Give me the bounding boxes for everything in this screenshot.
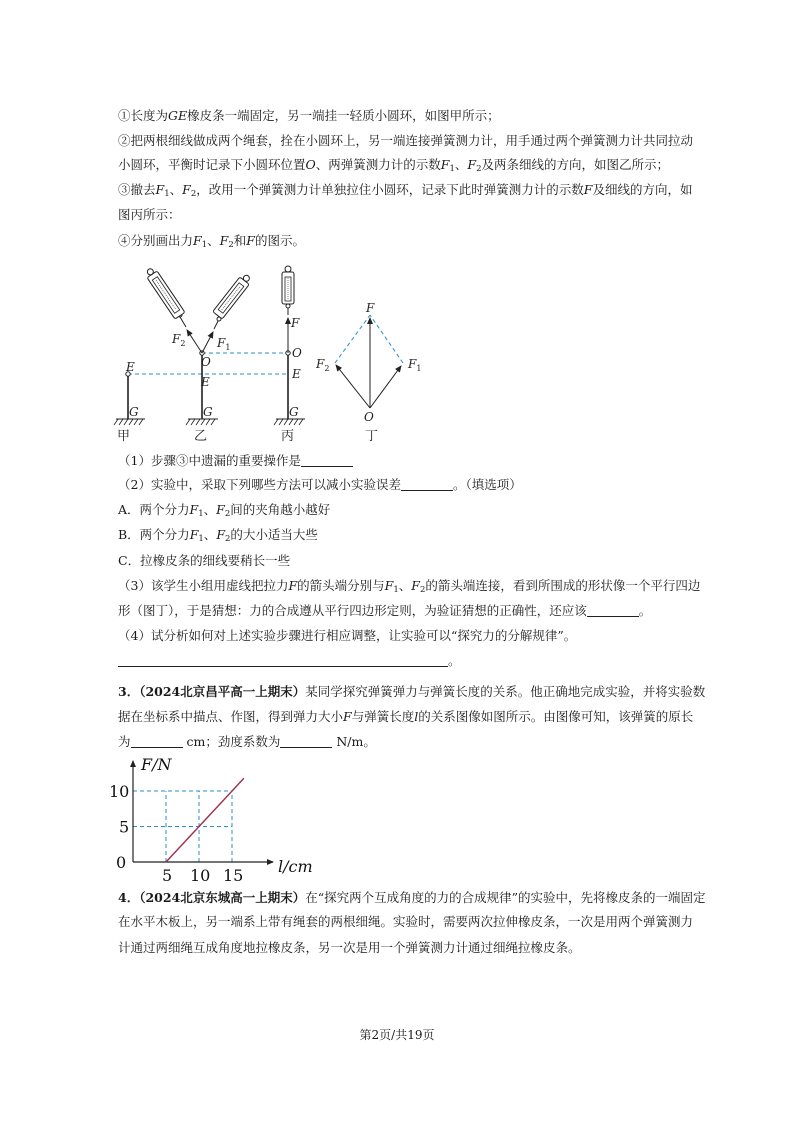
y-tick-label: 10 [109, 782, 130, 801]
label-E-yi: E [201, 375, 210, 389]
page-footer: 第2页/共19页 [359, 1028, 435, 1042]
label-F2-ding: $F_2$ [316, 357, 330, 373]
answer-blank[interactable] [587, 604, 639, 617]
x-axis-label: l/cm [278, 857, 313, 876]
sub-question-3-cont: 形（图丁），于是猜想：力的合成遵从平行四边形定则，为验证猜想的正确性，还应该 。 [118, 603, 652, 618]
option-b: B．两个分力$F_1$、$F_2$的大小适当大些 [118, 527, 318, 544]
x-tick-label: 15 [223, 866, 244, 883]
answer-blank[interactable] [118, 654, 448, 667]
experiment-figure [0, 258, 794, 458]
question-4-cont-2: 计通过两细绳互成角度地拉橡皮条，另一次是用一个弹簧测力计通过细绳拉橡皮条。 [118, 940, 581, 955]
label-F1-ding: $F_1$ [408, 357, 422, 373]
question-3: 3．（2024北京昌平高一上期末）某同学探究弹簧弹力与弹簧长度的关系。他正确地完成实验，并将实验数 [118, 684, 706, 699]
question-3-blanks: 为 cm；劲度系数为 N/m。 [118, 734, 376, 749]
step-3-cont: 图丙所示： [118, 207, 181, 222]
answer-blank[interactable] [401, 478, 453, 491]
answer-blank[interactable] [131, 735, 183, 748]
answer-blank[interactable] [301, 454, 353, 467]
label-O-yi: O [201, 355, 211, 369]
label-G-jia: G [129, 405, 139, 419]
sub-question-1: （1）步骤③中遗漏的重要操作是 [118, 453, 353, 469]
label-G-yi: G [203, 405, 213, 419]
y-axis-label: F/N [141, 755, 172, 774]
label-E-bing: E [292, 367, 301, 381]
label-O-bing: O [292, 346, 302, 360]
caption-bing: 丙 [281, 429, 295, 444]
step-2: ②把两根细线做成两个绳套，拴在小圆环上，另一端连接弹簧测力计，用手通过两个弹簧测力计共同拉动 [118, 133, 694, 148]
y-tick-label: 5 [119, 817, 130, 837]
question-3-cont: 据在坐标系中描点、作图，得到弹力大小F与弹簧长度l的关系图像如图所示。由图像可知，该弹簧的原长 [118, 709, 694, 724]
answer-blank[interactable] [280, 735, 332, 748]
caption-yi: 乙 [194, 429, 208, 444]
spring-force-chart [108, 753, 328, 883]
label-F1-yi: $F_1$ [217, 336, 231, 352]
label-F-bing: F [291, 316, 300, 330]
sub-question-4: （4）试分析如何对上述实验步骤进行相应调整，让实验可以“探究力的分解规律”。 [118, 628, 577, 643]
question-4: 4．（2024北京东城高一上期末）在“探究两个互成角度的力的合成规律”的实验中，先将橡皮条的一端固定 [118, 890, 706, 905]
step-3: ③撤去$F_1$、$F_2$，改用一个弹簧测力计单独拉住小圆环，记录下此时弹簧测力计的示数F及细线的方向，如 [118, 182, 693, 199]
label-G-bing: G [289, 405, 299, 419]
x-tick-label: 5 [162, 866, 173, 883]
parallelogram-ding [335, 315, 403, 408]
caption-ding: 丁 [365, 429, 379, 444]
label-F2-yi: $F_2$ [172, 332, 186, 348]
setup-yi [144, 266, 253, 425]
label-O-ding: O [364, 410, 374, 424]
x-tick-label: 10 [190, 866, 211, 883]
step-2-cont: 小圆环，平衡时记录下小圆环位置O、两弹簧测力计的示数$F_1$、$F_2$及两条细线的方向，如图乙所示； [118, 157, 670, 174]
label-F-ding: F [366, 301, 375, 315]
label-E-jia: E [126, 360, 135, 374]
question-4-cont: 在水平木板上，另一端系上带有绳套的两根细绳。实验时，需要两次拉伸橡皮条，一次是用两个弹簧测力 [118, 914, 694, 929]
sub-question-4-answer: 。 [118, 653, 461, 669]
sub-question-2: （2）实验中，采取下列哪些方法可以减小实验误差 。（填选项） [118, 477, 522, 492]
option-c: C．拉橡皮条的细线要稍长一些 [118, 553, 291, 568]
sub-question-3: （3）该学生小组用虚线把拉力F的箭头端分别与$F_1$、$F_2$的箭头端连接，看到所围成的形状像一个平行四边 [118, 578, 701, 595]
caption-jia: 甲 [117, 429, 131, 444]
y-tick-label: 0 [116, 853, 127, 872]
step-4: ④分别画出力$F_1$、$F_2$和F的图示。 [118, 233, 305, 250]
option-a: A．两个分力$F_1$、$F_2$间的夹角越小越好 [118, 502, 331, 519]
step-1: ①长度为GE橡皮条一端固定，另一端挂一轻质小圆环，如图甲所示； [118, 108, 500, 123]
